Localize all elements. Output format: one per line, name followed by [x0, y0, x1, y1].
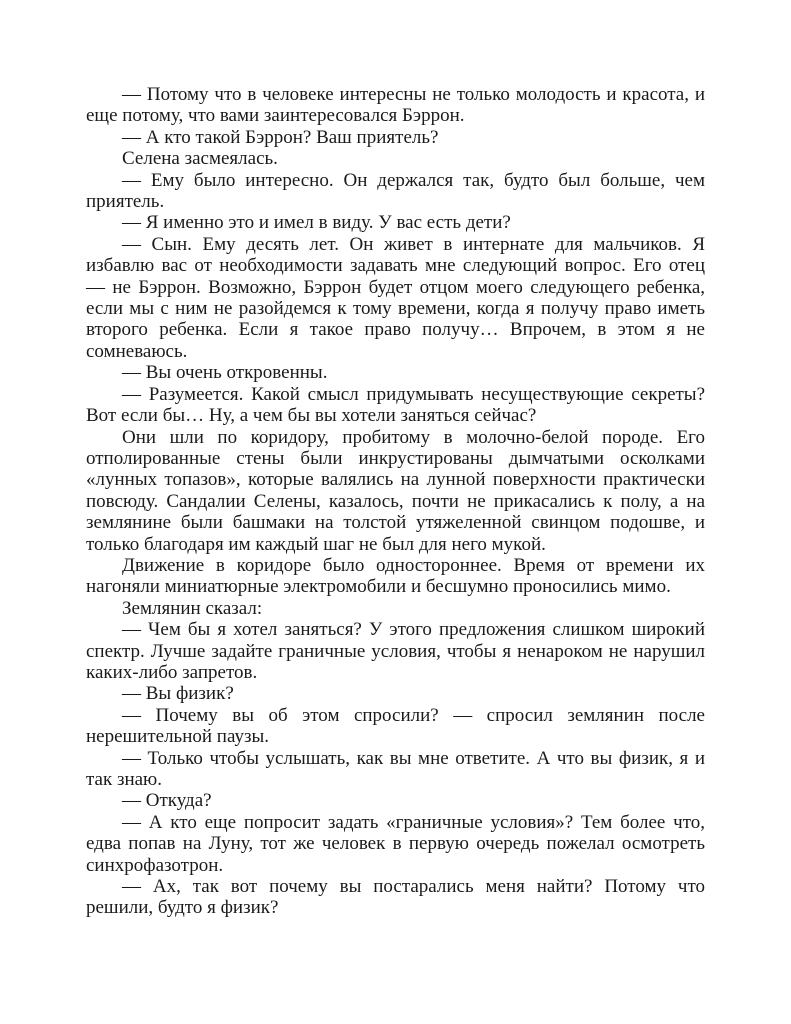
paragraph: — А кто еще попросит задать «граничные условия»? Тем более что, едва попав на Луну, тот же человек в первую очередь пожелал осмотреть синхрофазотрон. [86, 811, 705, 876]
paragraph: — Потому что в человеке интересны не только молодость и красота, и еще потому, что вами заинтересовался Бэррон. [86, 84, 705, 127]
paragraph: — Ах, так вот почему вы постарались меня найти? Потому что решили, будто я физик? [86, 876, 705, 919]
paragraph: — Я именно это и имел в виду. У вас есть дети? [122, 212, 511, 234]
paragraph: Селена засмеялась. [122, 148, 278, 170]
paragraph: — Сын. Ему десять лет. Он живет в интернате для мальчиков. Я избавлю вас от необходимости задавать мне следующий вопрос. Его отец — не Бэррон. Возможно, Бэррон будет отцом моего следующего ребенка, если мы с ним не разойдемся к тому времени, когда я получу право иметь второго ребенка. Если я такое право получу… Впрочем, в этом я не сомневаюсь. [86, 233, 705, 362]
paragraph: — Чем бы я хотел заняться? У этого предложения слишком широкий спектр. Лучше задайте граничные условия, чтобы я ненароком не нарушил каких-либо запретов. [86, 619, 705, 683]
paragraph: Движение в коридоре было одностороннее. Время от времени их нагоняли миниатюрные электромобили и бесшумно проносились мимо. [86, 554, 705, 598]
paragraph: — Ему было интересно. Он держался так, будто был больше, чем приятель. [86, 169, 705, 213]
paragraph: — Откуда? [122, 790, 212, 812]
paragraph: — Разумеется. Какой смысл придумывать несуществующие секреты? Вот если бы… Ну, а чем бы вы хотели заняться сейчас? [86, 383, 705, 427]
paragraph: Землянин сказал: [122, 597, 263, 619]
paragraph: Они шли по коридору, пробитому в молочно-белой породе. Его отполированные стены были инкрустированы дымчатыми осколками «лунных топазов», которые валялись на лунной поверхности практически повсюду. Сандалии Селены, казалось, почти не прикасались к полу, а на землянине были башмаки на толстой утяжеленной свинцом подошве, и только благодаря им каждый шаг не был для него мукой. [86, 426, 705, 555]
paragraph: — Вы физик? [122, 683, 234, 705]
paragraph: — А кто такой Бэррон? Ваш приятель? [122, 126, 439, 148]
page-text-block [86, 84, 705, 919]
paragraph: — Только чтобы услышать, как вы мне ответите. А что вы физик, я и так знаю. [86, 747, 705, 790]
paragraph: — Вы очень откровенны. [122, 362, 328, 384]
paragraph: — Почему вы об этом спросили? — спросил землянин после нерешительной паузы. [86, 704, 705, 748]
